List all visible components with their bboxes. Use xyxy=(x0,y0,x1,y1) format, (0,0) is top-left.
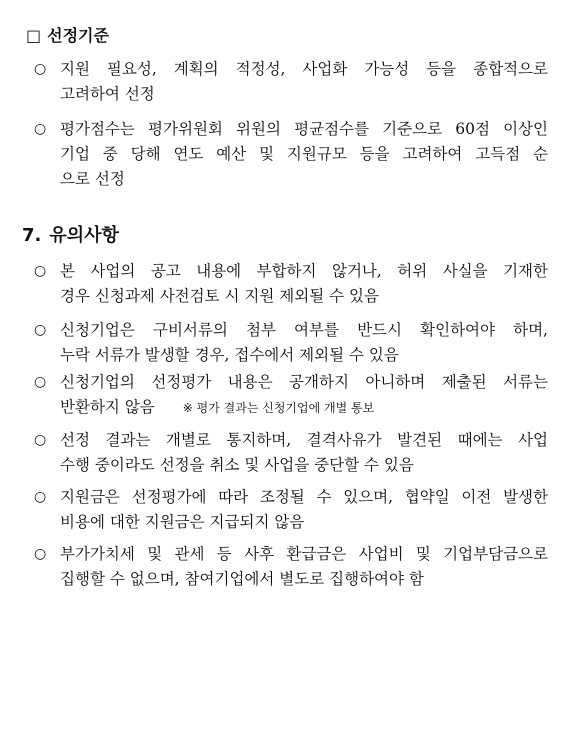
notes-item-5-line-2: 비용에 대한 지원금은 지급되지 않음 xyxy=(60,513,305,531)
notes-item-5 xyxy=(34,485,548,535)
notes-item-6-line-2: 집행할 수 없으며, 참여기업에서 별도로 집행하여야 함 xyxy=(60,570,424,588)
criteria-item-2-line-3: 으로 선정 xyxy=(60,170,125,188)
criteria-item-2 xyxy=(34,117,548,192)
notes-item-5-line-1: 지원금은 선정평가에 따라 조정될 수 있으며, 협약일 이전 발생한 xyxy=(60,488,548,506)
criteria-title: 선정기준 xyxy=(47,26,109,45)
notes-item-6 xyxy=(34,542,548,592)
notes-item-3-line-2 xyxy=(34,395,548,421)
checkbox-square-icon: □ xyxy=(26,26,42,45)
criteria-item-1-line-2: 고려하여 선정 xyxy=(60,85,155,103)
evaluation-result-note: ※ 평가 결과는 신청기업에 개별 통보 xyxy=(182,401,375,415)
circle-bullet-icon: ○ xyxy=(34,546,47,562)
circle-bullet-icon: ○ xyxy=(34,432,47,448)
notes-item-1 xyxy=(34,259,548,309)
notes-item-4-line-2: 수행 중이라도 선정을 취소 및 사업을 중단할 수 있음 xyxy=(60,456,414,474)
notes-item-3-line-2-text: 반환하지 않음 xyxy=(60,398,155,416)
circle-bullet-icon: ○ xyxy=(34,374,47,390)
notes-item-6-line-1: 부가가치세 및 관세 등 사후 환급금은 사업비 및 기업부담금으로 xyxy=(60,545,548,563)
notes-item-2-line-2: 누락 서류가 발생할 경우, 접수에서 제외될 수 있음 xyxy=(60,346,399,364)
circle-bullet-icon: ○ xyxy=(34,121,47,137)
notes-item-3 xyxy=(34,370,548,421)
notes-item-4 xyxy=(34,428,548,478)
circle-bullet-icon: ○ xyxy=(34,322,47,338)
criteria-item-2-line-1: 평가점수는 평가위원회 위원의 평균점수를 기준으로 60점 이상인 xyxy=(60,120,548,138)
criteria-item-1 xyxy=(34,57,548,107)
notes-item-1-line-1: 본 사업의 공고 내용에 부합하지 않거나, 허위 사실을 기재한 xyxy=(60,262,548,280)
notes-title: 유의사항 xyxy=(49,225,119,246)
notes-item-1-line-2: 경우 신청과제 사전검토 시 지원 제외될 수 있음 xyxy=(60,287,379,305)
notes-heading xyxy=(22,224,119,248)
section-number: 7. xyxy=(22,225,42,246)
circle-bullet-icon: ○ xyxy=(34,61,47,77)
circle-bullet-icon: ○ xyxy=(34,263,47,279)
notes-item-2 xyxy=(34,318,548,368)
criteria-item-2-line-2: 기업 중 당해 연도 예산 및 지원규모 등을 고려하여 고득점 순 xyxy=(60,145,548,163)
notes-item-4-line-1: 선정 결과는 개별로 통지하며, 결격사유가 발견된 때에는 사업 xyxy=(60,431,548,449)
criteria-item-1-line-1: 지원 필요성, 계획의 적정성, 사업화 가능성 등을 종합적으로 xyxy=(60,60,548,78)
notes-item-2-line-1: 신청기업은 구비서류의 첨부 여부를 반드시 확인하여야 하며, xyxy=(60,321,548,339)
criteria-heading xyxy=(26,25,109,47)
notes-item-3-line-1: 신청기업의 선정평가 내용은 공개하지 아니하며 제출된 서류는 xyxy=(60,373,548,391)
circle-bullet-icon: ○ xyxy=(34,489,47,505)
